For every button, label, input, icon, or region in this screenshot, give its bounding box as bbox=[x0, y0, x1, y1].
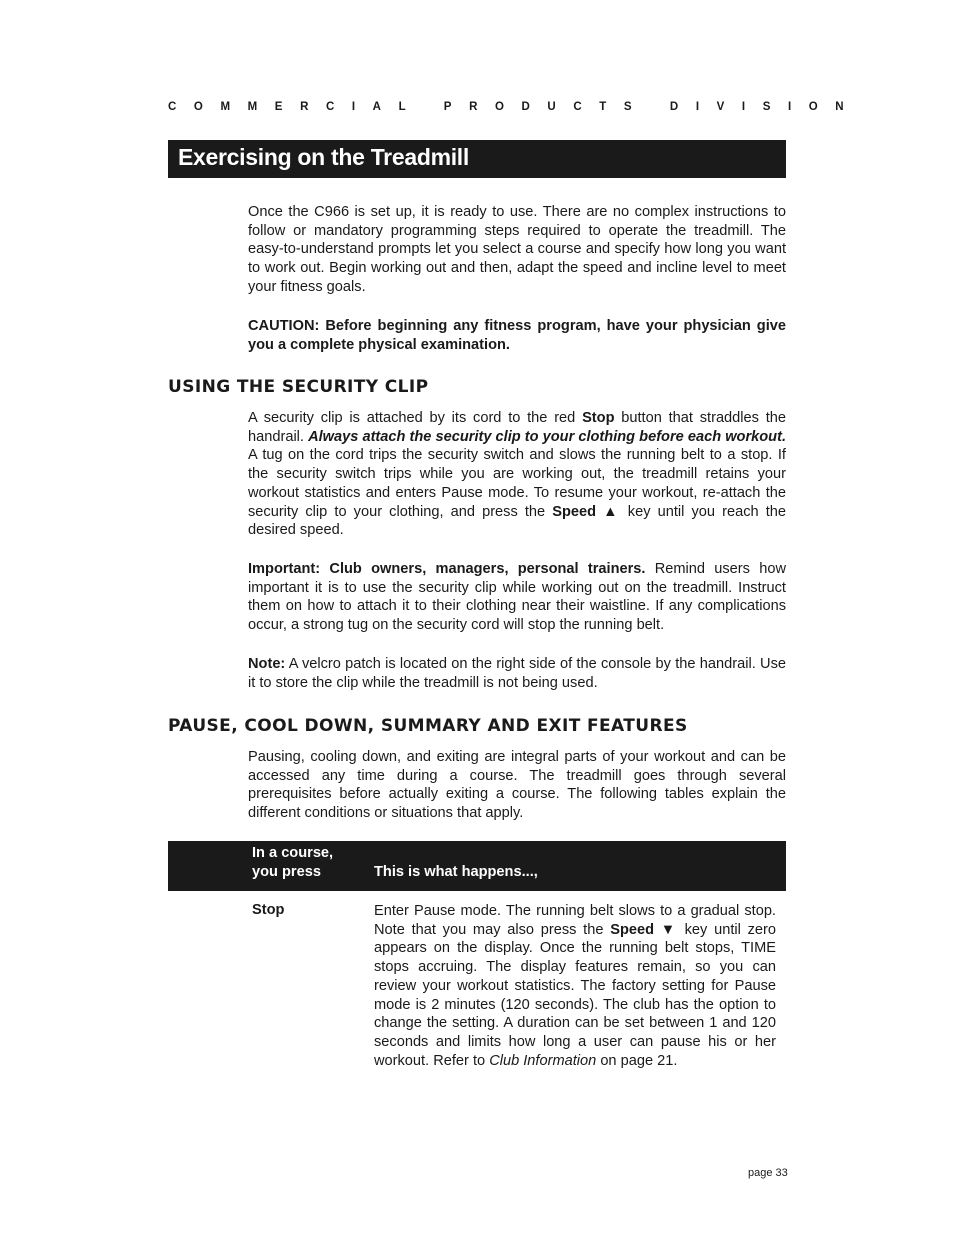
note-paragraph: Note: A velcro patch is located on the right side of the console by the handrail. Use it to store the clip while the treadmill is not being used. bbox=[248, 656, 786, 691]
page-title: Exercising on the Treadmill bbox=[178, 144, 469, 170]
division-header: COMMERCIAL PRODUCTS DIVISION bbox=[168, 101, 862, 113]
table-col1-header: In a course, you press bbox=[252, 845, 334, 880]
pause-section-heading: PAUSE, COOL DOWN, SUMMARY AND EXIT FEATURES bbox=[168, 716, 688, 736]
important-paragraph: Important: Club owners, managers, personal trainers. Remind users how important it is to use the security clip while working out on the treadmill. Instruct them on how to attach it to their clothing near their waistline. If any complications occur, a strong tug on the security cord will stop the running belt. bbox=[248, 561, 786, 634]
table-header bbox=[168, 841, 786, 891]
table-row-value: Enter Pause mode. The running belt slows to a gradual stop. Note that you may also press the Speed ▼ key until zero appears on the display. Once the running belt stops, TIME stops accruing. The display features remain, so you can review your workout statistics. The factory setting for Pause mode is 2 minutes (120 seconds). The club has the option to change the setting. A duration can be set between 1 and 120 seconds and limits how long a user can pause his or her workout. Refer to Club Information on page 21. bbox=[374, 903, 776, 1069]
caution-paragraph: CAUTION: Before beginning any fitness program, have your physician give you a complete physical examination. bbox=[248, 318, 786, 353]
pause-paragraph: Pausing, cooling down, and exiting are integral parts of your workout and can be accessed any time during a course. The treadmill goes through several prerequisites before actually exiting a course. The following tables explain the different conditions or situations that apply. bbox=[248, 749, 786, 822]
intro-paragraph: Once the C966 is set up, it is ready to use. There are no complex instructions to follow or mandatory programming steps required to operate the treadmill. The easy-to-understand prompts let you select a course and specify how long you want to work out. Begin working out and then, adapt the speed and incline level to meet your fitness goals. bbox=[248, 204, 786, 295]
table-row-key: Stop bbox=[252, 902, 285, 918]
security-clip-heading: USING THE SECURITY CLIP bbox=[168, 377, 429, 397]
table-col2-header: This is what happens..., bbox=[374, 864, 538, 880]
security-clip-paragraph: A security clip is attached by its cord to the red Stop button that straddles the handrail. Always attach the security clip to your clothing before each workout. A tug on the cord trips the security switch and slows the running belt to a stop. If the security switch trips while you are working out, the treadmill retains your workout statistics and enters Pause mode. To resume your workout, re-attach the security clip to your clothing, and press the Speed ▲ key until you reach the desired speed. bbox=[248, 410, 787, 539]
page-number: page 33 bbox=[748, 1167, 788, 1179]
title-bar bbox=[168, 140, 786, 178]
